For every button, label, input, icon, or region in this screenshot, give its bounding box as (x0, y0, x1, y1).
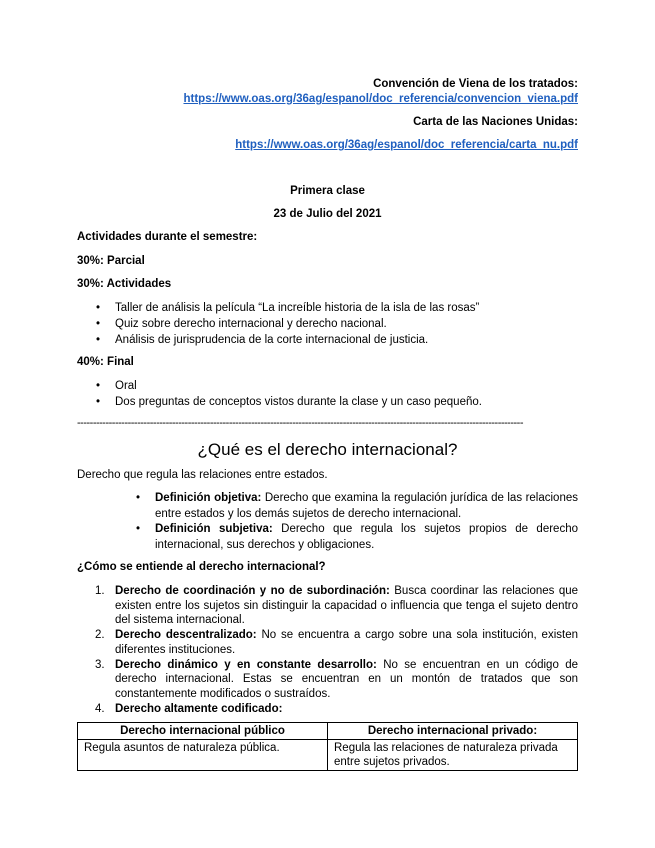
carta-link-line (77, 139, 578, 151)
actividades-label: 30%: Actividades (77, 278, 172, 290)
class-date: 23 de Julio del 2021 (273, 208, 382, 220)
carta-link[interactable]: https://www.oas.org/36ag/espanol/doc_referencia/carta_nu.pdf (235, 139, 578, 151)
list-item: • Análisis de jurisprudencia de la corte internacional de justicia. (77, 333, 578, 349)
point-text: Busca coordinar las relaciones que existen entre los sujetos sin distinguir la capacidad o influencia que tenga el sujeto dentro del sistema internacional. (115, 585, 579, 626)
table-row (78, 740, 578, 771)
definition-item (135, 522, 578, 553)
separator-line: --------------------------------------------------------------------------------------------------------------------------------------------- (77, 417, 523, 429)
list-item: • Taller de análisis la película “La increíble historia de la isla de las rosas” (77, 301, 578, 317)
section-intro: Derecho que regula las relaciones entre estados. (77, 469, 328, 481)
definition-text: Derecho que examina la regulación jurídica de las relaciones entre estados y los demás sujetos de derecho internacional. (155, 492, 578, 520)
points-list (95, 584, 578, 717)
viena-link-line (77, 93, 578, 105)
definition-term: Definición subjetiva: (155, 523, 273, 535)
final-label: 40%: Final (77, 356, 134, 368)
point-term: Derecho dinámico y en constante desarrollo: (115, 658, 377, 671)
definition-term: Definición objetiva: (155, 492, 262, 504)
point-number: 3. (95, 658, 105, 671)
point-item (95, 702, 578, 717)
viena-title: Convención de Viena de los tratados: (373, 78, 578, 90)
activities-heading: Actividades durante el semestre: (77, 231, 258, 243)
point-term: Derecho altamente codificado: (115, 702, 283, 715)
point-term: Derecho descentralizado: (115, 629, 257, 641)
table-cell: Regula las relaciones de naturaleza privada entre sujetos privados. (328, 740, 578, 771)
point-item (95, 628, 578, 657)
point-term: Derecho de coordinación y no de subordinación: (115, 585, 390, 597)
section-title: ¿Qué es el derecho internacional? (197, 440, 458, 459)
list-item: • Oral (77, 379, 578, 395)
class-title: Primera clase (290, 185, 365, 197)
parcial-label: 30%: Parcial (77, 255, 145, 267)
carta-title: Carta de las Naciones Unidas: (413, 116, 578, 128)
table-header-cell: Derecho internacional privado: (328, 723, 578, 740)
list-item: • Quiz sobre derecho internacional y derecho nacional. (77, 317, 578, 333)
point-text: No se encuentran en un código de derecho internacional. Estas se encuentran en un montón de tratados que son constantemente modificados o sustraídos. (115, 658, 578, 700)
definition-item (135, 491, 578, 522)
final-list (77, 379, 578, 411)
point-item (95, 584, 578, 628)
comparison-table (77, 722, 578, 771)
point-number: 2. (95, 629, 105, 641)
table-header-row (78, 723, 578, 740)
point-number: 1. (95, 585, 105, 597)
definition-text: Derecho que regula los sujetos propios de derecho internacional, sus derechos y obligaciones. (155, 523, 578, 551)
question-heading: ¿Cómo se entiende al derecho internacional? (77, 561, 326, 573)
viena-link[interactable]: https://www.oas.org/36ag/espanol/doc_referencia/convencion_viena.pdf (183, 93, 578, 105)
point-text: No se encuentra a cargo sobre una sola institución, existen diferentes instituciones. (115, 629, 578, 656)
point-item (95, 658, 578, 702)
point-number: 4. (95, 702, 105, 715)
list-item: • Dos preguntas de conceptos vistos durante la clase y un caso pequeño. (77, 395, 578, 411)
definitions-list (135, 491, 578, 553)
table-header-cell: Derecho internacional público (78, 723, 328, 740)
actividades-list (77, 301, 578, 348)
table-cell: Regula asuntos de naturaleza pública. (78, 740, 328, 771)
